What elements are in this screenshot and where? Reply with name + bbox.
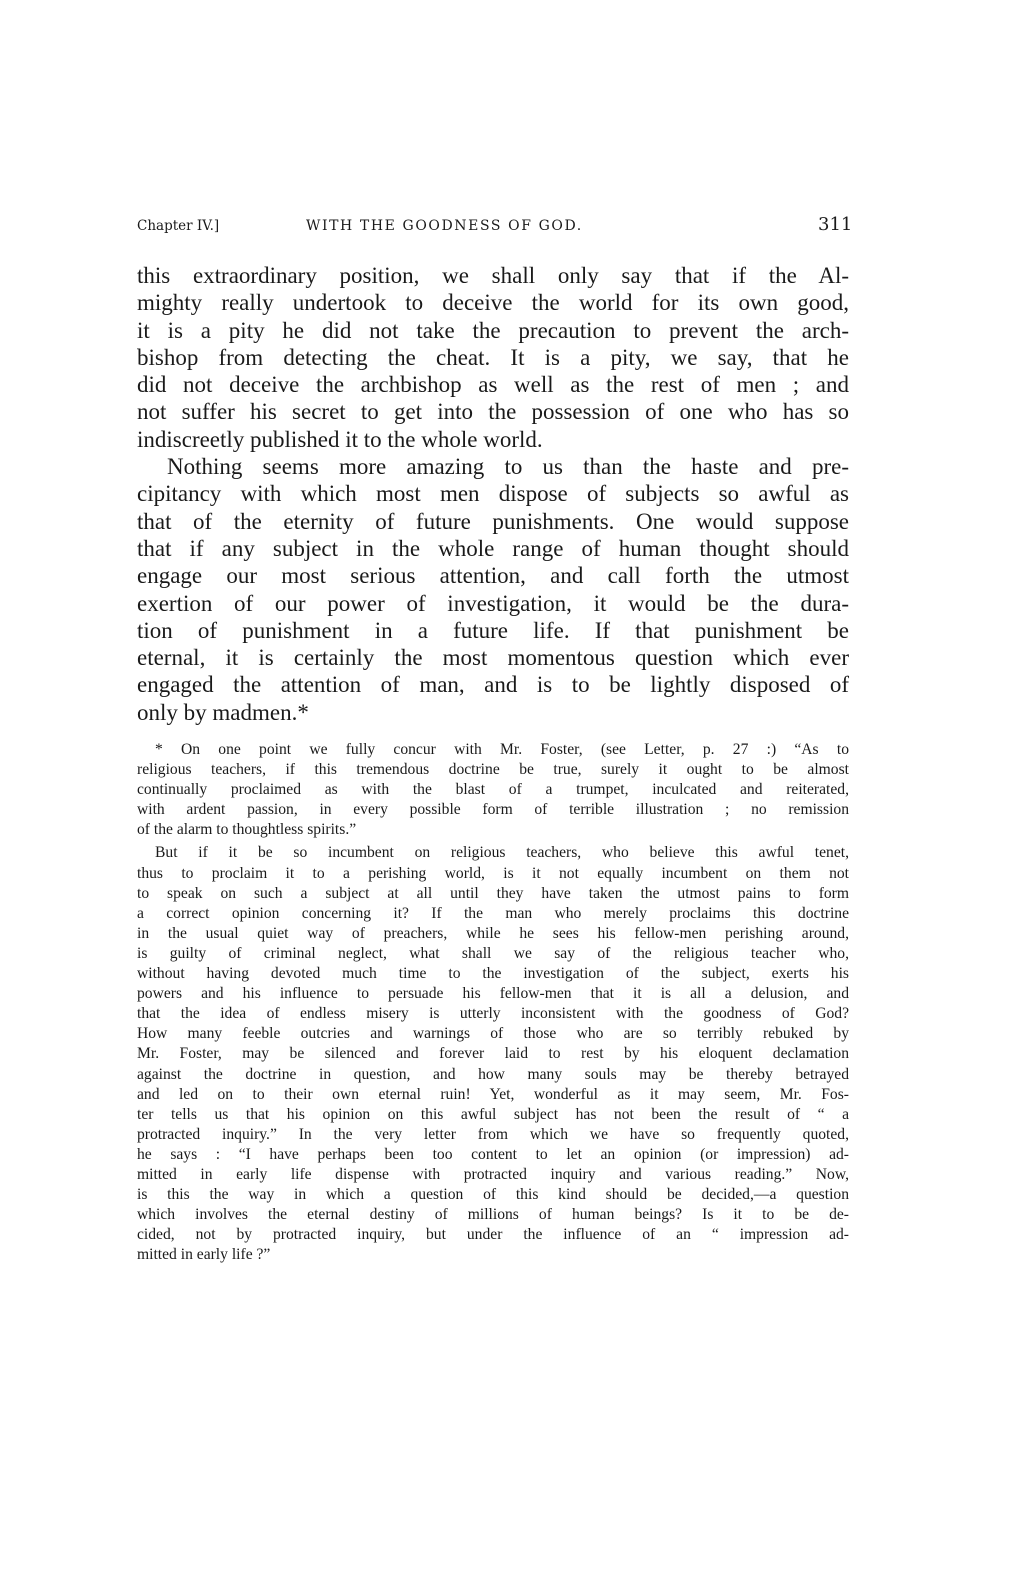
chapter-label: Chapter IV.]: [137, 218, 220, 234]
footnote-line: that the idea of endless misery is utterly inconsistent with the goodness of God?: [137, 1005, 849, 1023]
footnote-line: mitted in early life ?”: [137, 1246, 271, 1264]
footnote-line: to speak on such a subject at all until they have taken the utmost pains to form: [137, 884, 849, 902]
text-line: only by madmen.*: [137, 699, 309, 725]
footnote-line: thus to proclaim it to a perishing world, is it not equally incumbent on them not: [137, 864, 849, 882]
footnote-line: Mr. Foster, may be silenced and forever laid to rest by his eloquent declamation: [137, 1045, 849, 1063]
text-line: bishop from detecting the cheat. It is a pity, we say, that he: [137, 344, 849, 370]
footnote-line: How many feeble outcries and warnings of those who are so terribly rebuked by: [137, 1025, 849, 1043]
footnote-line: * On one point we fully concur with Mr. Foster, (see Letter, p. 27 :) “As to: [155, 741, 849, 758]
footnote-line: protracted inquiry.” In the very letter from which we have so frequently quoted,: [137, 1125, 849, 1143]
footnote-line: ter tells us that his opinion on this awful subject has not been the result of “ a: [137, 1105, 849, 1123]
text-line: Nothing seems more amazing to us than the haste and pre-: [167, 454, 849, 480]
text-line: that if any subject in the whole range of human thought should: [137, 535, 849, 561]
footnote-line: is this the way in which a question of this kind should be decided,—a question: [137, 1186, 849, 1204]
text-line: eternal, it is certainly the most momentous question which ever: [137, 645, 849, 671]
footnote-line: But if it be so incumbent on religious teachers, who believe this awful tenet,: [155, 844, 849, 862]
text-line: did not deceive the archbishop as well as the rest of men ; and: [137, 372, 849, 398]
footnote-line: cided, not by protracted inquiry, but under the influence of an “ impression ad-: [137, 1226, 849, 1244]
text-line: not suffer his secret to get into the possession of one who has so: [137, 399, 849, 425]
footnote-paragraph-2: [137, 843, 849, 1265]
paragraph-2: [137, 453, 849, 726]
text-line: cipitancy with which most men dispose of subjects so awful as: [137, 481, 849, 507]
footnote-line: which involves the eternal destiny of millions of human beings? Is it to be de-: [137, 1206, 849, 1224]
footnote: [137, 740, 849, 1265]
text-line: that of the eternity of future punishments. One would suppose: [137, 508, 849, 534]
text-line: engaged the attention of man, and is to be lightly disposed of: [137, 672, 849, 698]
footnote-line: in the usual quiet way of preachers, while he sees his fellow-men perishing around,: [137, 924, 849, 942]
footnote-paragraph-1: [137, 740, 849, 840]
footnote-line: mitted in early life dispense with protracted inquiry and various reading.” Now,: [137, 1165, 849, 1183]
footnote-line: a correct opinion concerning it? If the man who merely proclaims this doctrine: [137, 904, 849, 922]
text-line: this extraordinary position, we shall only say that if the Al-: [137, 263, 849, 288]
footnote-line: and led on to their own eternal ruin! Yet, wonderful as it may seem, Mr. Fos-: [137, 1085, 849, 1103]
paragraph-1: [137, 262, 849, 453]
text-line: engage our most serious attention, and call forth the utmost: [137, 563, 849, 589]
footnote-line: he says : “I have perhaps been too content to let an opinion (or impression) ad-: [137, 1145, 849, 1163]
text-line: mighty really undertook to deceive the world for its own good,: [137, 290, 849, 316]
main-text: [137, 262, 849, 726]
text-line: indiscreetly published it to the whole world.: [137, 426, 543, 452]
running-header: [137, 214, 853, 242]
text-line: tion of punishment in a future life. If that punishment be: [137, 617, 849, 643]
footnote-line: is guilty of criminal neglect, what shall we say of the religious teacher who,: [137, 944, 849, 962]
footnote-line: against the doctrine in question, and how many souls may be thereby betrayed: [137, 1065, 849, 1083]
footnote-line: powers and his influence to persuade his fellow-men that it is all a delusion, and: [137, 985, 849, 1003]
running-title: WITH THE GOODNESS OF GOD.: [306, 218, 583, 234]
text-line: it is a pity he did not take the precaution to prevent the arch-: [137, 317, 849, 343]
footnote-line: continually proclaimed as with the blast of a trumpet, inculcated and reiterated,: [137, 781, 849, 799]
page-number: 311: [818, 214, 853, 235]
footnote-line: with ardent passion, in every possible form of terrible illustration ; no remission: [137, 801, 849, 819]
footnote-line: without having devoted much time to the investigation of the subject, exerts his: [137, 965, 849, 983]
footnote-line: of the alarm to thoughtless spirits.”: [137, 821, 357, 839]
text-line: exertion of our power of investigation, it would be the dura-: [137, 590, 849, 616]
footnote-line: religious teachers, if this tremendous doctrine be true, surely it ought to be almost: [137, 761, 849, 779]
